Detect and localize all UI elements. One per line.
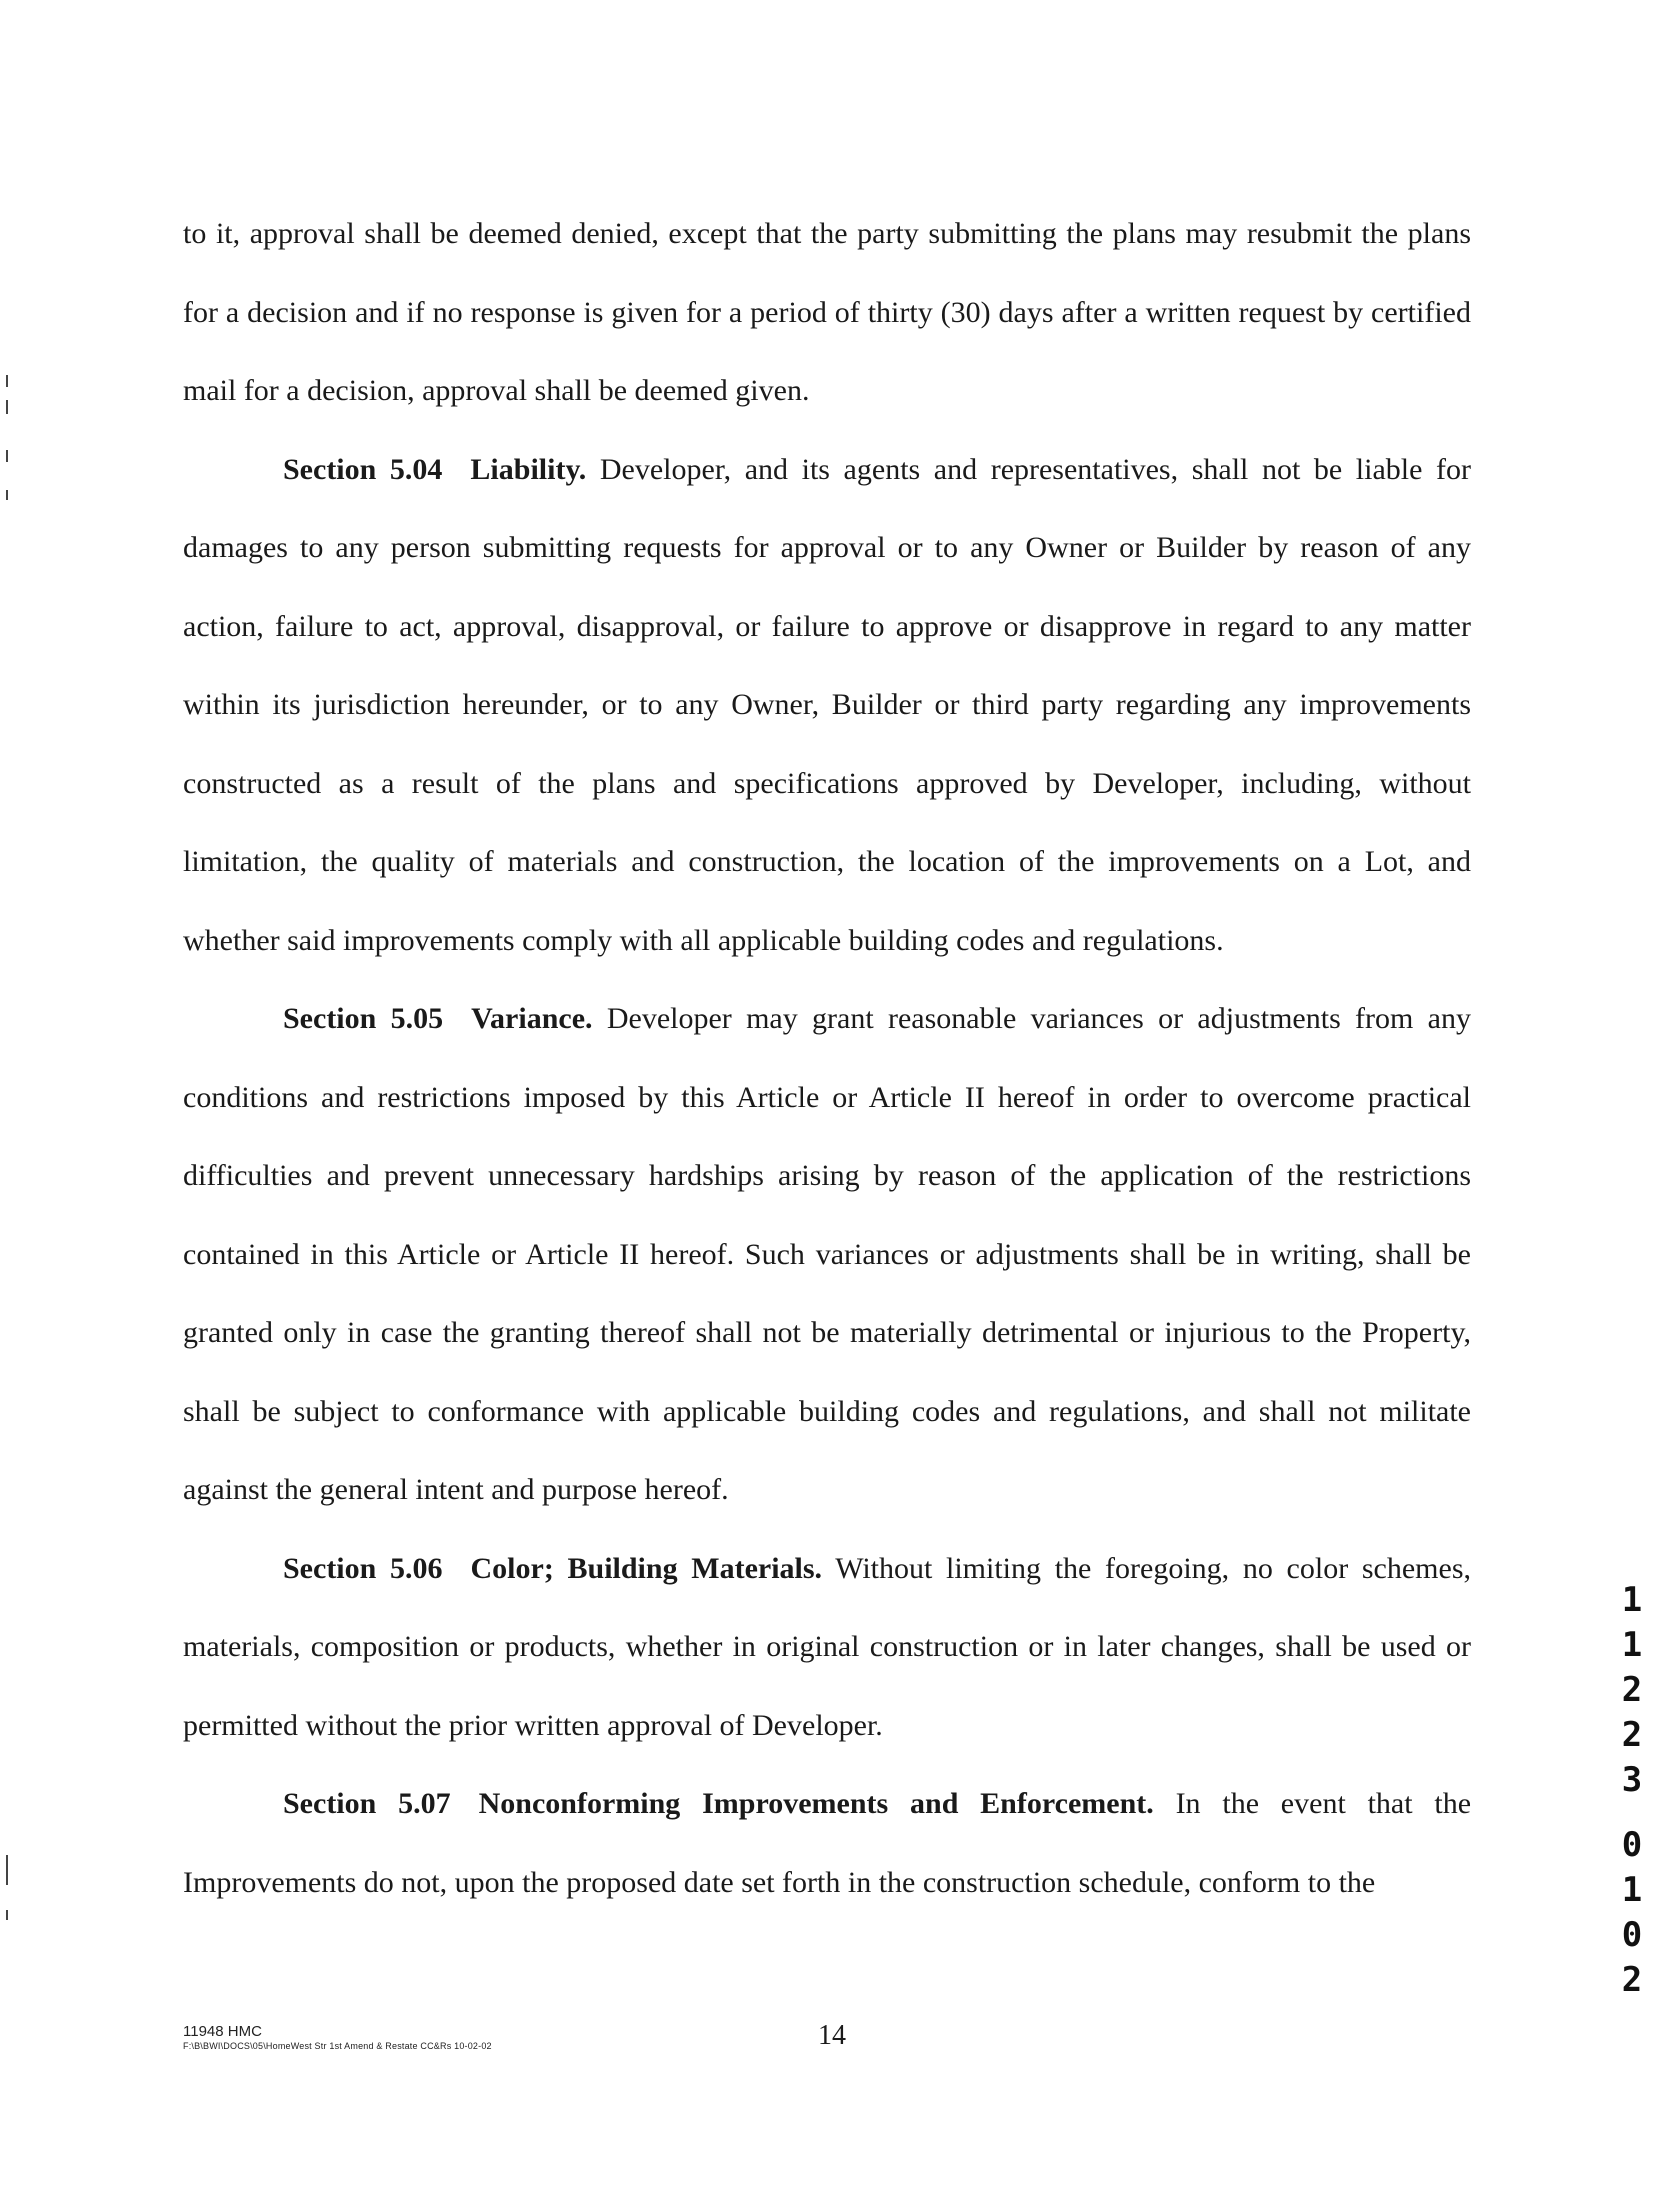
- section-5-07: [183, 1765, 1471, 1922]
- scan-edge-mark: [6, 450, 8, 462]
- scan-edge-mark: [6, 1855, 8, 1885]
- section-5-06: [183, 1530, 1471, 1766]
- section-title: Nonconforming Improvements and Enforcement.: [478, 1787, 1154, 1820]
- section-5-05: [183, 980, 1471, 1530]
- section-title: Liability.: [470, 452, 587, 486]
- section-number: Section 5.04: [283, 452, 443, 486]
- scan-edge-mark: [6, 490, 8, 500]
- stamp-digit: 3: [1621, 1760, 1643, 1800]
- footer-code: 11948 HMC: [183, 2023, 262, 2040]
- section-title: Variance.: [471, 1002, 593, 1035]
- section-text: Without limiting the foregoing, no color schemes, materials, composition or products, whether in original construction or in later changes, shall be used or permitted without the prior written approval of Developer.: [183, 1551, 1472, 1742]
- stamp-digit: 2: [1621, 1670, 1643, 1710]
- stamp-digit: 0: [1621, 1915, 1643, 1955]
- section-5-04: [183, 431, 1471, 981]
- section-number: Section 5.07: [283, 1787, 451, 1820]
- scan-edge-mark: [6, 1910, 8, 1920]
- stamp-digit: 1: [1621, 1625, 1643, 1665]
- page-number: 14: [818, 2020, 846, 2051]
- footer-file-reference: [183, 2023, 492, 2052]
- stamp-digit: 1: [1621, 1870, 1643, 1910]
- paragraph-continuation: [183, 195, 1471, 431]
- section-text: Developer, and its agents and representatives, shall not be liable for damages to any person submitting requests for approval or to any Owner or Builder by reason of any action, failure to act, approval, disapproval, or failure to approve or disapprove in regard to any matter within its jurisdiction hereunder, or to any Owner, Builder or third party regarding any improvements constructed as a result of the plans and specifications approved by Developer, including, without limitation, the quality of materials and construction, the location of the improvements on a Lot, and whether said improvements comply with all applicable building codes and regulations.: [183, 452, 1471, 957]
- stamp-digit: 0: [1621, 1825, 1643, 1865]
- scan-edge-mark: [6, 375, 8, 387]
- section-title: Color; Building Materials.: [470, 1551, 823, 1585]
- stamp-digit: 2: [1621, 1960, 1643, 2000]
- section-text: Developer may grant reasonable variances or adjustments from any conditions and restrictions imposed by this Article or Article II hereof in order to overcome practical difficulties and prevent unnecessary hardships arising by reason of the application of the restrictions contained in this Article or Article II hereof. Such variances or adjustments shall be in writing, shall be granted only in case the granting thereof shall not be materially detrimental or injurious to the Property, shall be subject to conformance with applicable building codes and regulations, and shall not militate against the general intent and purpose hereof.: [183, 1002, 1471, 1506]
- stamp-digit: 2: [1621, 1715, 1643, 1755]
- section-number: Section 5.06: [283, 1551, 443, 1585]
- stamp-digit: 1: [1621, 1580, 1643, 1620]
- body-text: [183, 195, 1471, 1922]
- section-number: Section 5.05: [283, 1002, 444, 1035]
- recording-stamp: [1612, 1578, 1652, 2003]
- scan-edge-mark: [6, 400, 8, 414]
- paragraph-text: to it, approval shall be deemed denied, except that the party submitting the plans may resubmit the plans for a decision and if no response is given for a period of thirty (30) days after a written request by certified mail for a decision, approval shall be deemed given.: [183, 217, 1471, 407]
- section-text: In the event that the Improvements do not, upon the proposed date set forth in the construction schedule, conform to the: [183, 1787, 1472, 1899]
- footer-path: F:\B\BWI\DOCS\05\HomeWest Str 1st Amend & Restate CC&Rs 10-02-02: [183, 2041, 492, 2051]
